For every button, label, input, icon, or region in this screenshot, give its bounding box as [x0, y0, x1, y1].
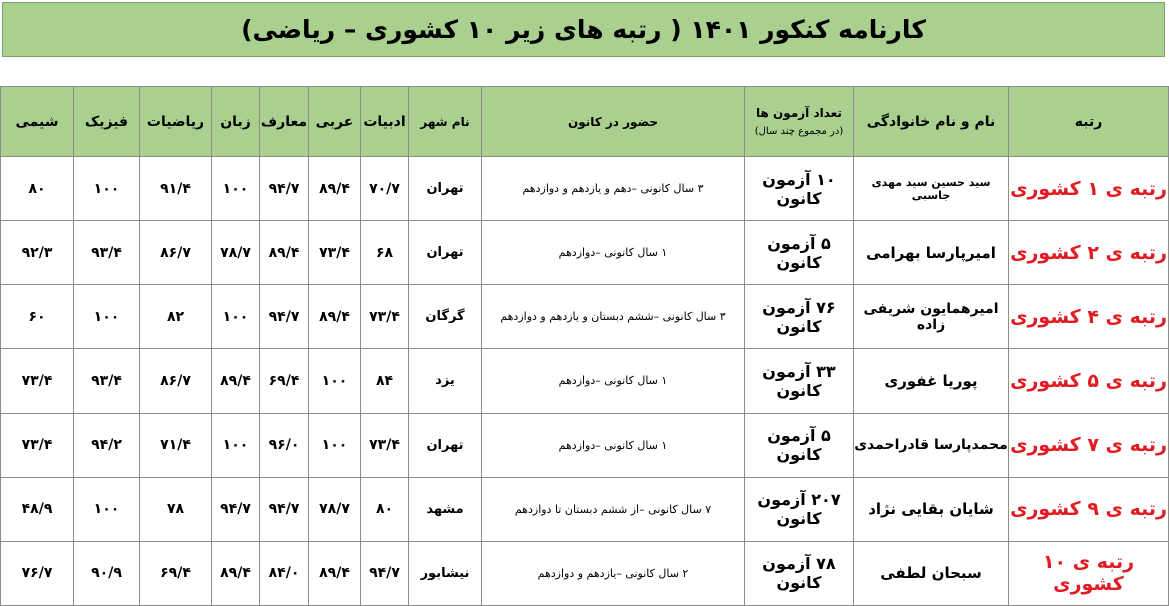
exams-cell: ۵ آزمون کانون	[745, 413, 854, 477]
religion-score: ۹۴/۷	[260, 477, 309, 541]
table-row	[1, 157, 1169, 221]
religion-score: ۸۴/۰	[260, 541, 309, 605]
chemistry-score: ۷۶/۷	[1, 541, 74, 605]
name-cell: امیرهمایون شریفی زاده	[854, 285, 1009, 349]
physics-score: ۱۰۰	[74, 285, 140, 349]
header-language: زبان	[212, 87, 260, 157]
city-cell: نیشابور	[409, 541, 482, 605]
language-score: ۱۰۰	[212, 157, 260, 221]
math-score: ۹۱/۴	[140, 157, 212, 221]
chemistry-score: ۷۳/۴	[1, 413, 74, 477]
arabic-score: ۱۰۰	[309, 349, 361, 413]
city-cell: یزد	[409, 349, 482, 413]
language-score: ۱۰۰	[212, 285, 260, 349]
table-row	[1, 477, 1169, 541]
literature-score: ۹۴/۷	[361, 541, 409, 605]
literature-score: ۶۸	[361, 221, 409, 285]
physics-score: ۱۰۰	[74, 477, 140, 541]
exams-cell: ۷۶ آزمون کانون	[745, 285, 854, 349]
table-header-row	[1, 87, 1169, 157]
header-literature: ادبیات	[361, 87, 409, 157]
table-row	[1, 285, 1169, 349]
header-arabic: عربی	[309, 87, 361, 157]
chemistry-score: ۷۳/۴	[1, 349, 74, 413]
chemistry-score: ۶۰	[1, 285, 74, 349]
religion-score: ۹۶/۰	[260, 413, 309, 477]
physics-score: ۹۳/۴	[74, 349, 140, 413]
chemistry-score: ۹۲/۳	[1, 221, 74, 285]
chemistry-score: ۴۸/۹	[1, 477, 74, 541]
language-score: ۱۰۰	[212, 413, 260, 477]
attendance-cell: ۲ سال کانونی –یازدهم و دوازدهم	[482, 541, 745, 605]
language-score: ۸۹/۴	[212, 541, 260, 605]
attendance-cell: ۱ سال کانونی –دوازدهم	[482, 413, 745, 477]
header-exams-sub: (در مجموع چند سال)	[754, 126, 844, 137]
attendance-cell: ۷ سال کانونی –از ششم دبستان تا دوازدهم	[482, 477, 745, 541]
header-attendance: حضور در کانون	[482, 87, 745, 157]
name-cell: امیرپارسا بهرامی	[854, 221, 1009, 285]
city-cell: مشهد	[409, 477, 482, 541]
header-rank: رتبه	[1009, 87, 1169, 157]
city-cell: گرگان	[409, 285, 482, 349]
literature-score: ۷۳/۴	[361, 285, 409, 349]
header-religion: معارف	[260, 87, 309, 157]
language-score: ۷۸/۷	[212, 221, 260, 285]
physics-score: ۱۰۰	[74, 157, 140, 221]
attendance-cell: ۱ سال کانونی –دوازدهم	[482, 349, 745, 413]
arabic-score: ۷۳/۴	[309, 221, 361, 285]
math-score: ۷۱/۴	[140, 413, 212, 477]
language-score: ۹۴/۷	[212, 477, 260, 541]
header-city: نام شهر	[409, 87, 482, 157]
table-row	[1, 541, 1169, 605]
name-cell: پوریا غفوری	[854, 349, 1009, 413]
rank-cell: رتبه ی ۹ کشوری	[1009, 477, 1169, 541]
math-score: ۸۲	[140, 285, 212, 349]
religion-score: ۹۴/۷	[260, 157, 309, 221]
arabic-score: ۸۹/۴	[309, 285, 361, 349]
physics-score: ۹۳/۴	[74, 221, 140, 285]
exams-cell: ۱۰ آزمون کانون	[745, 157, 854, 221]
title-banner	[2, 2, 1165, 57]
rank-cell: رتبه ی ۱۰ کشوری	[1009, 541, 1169, 605]
table-row	[1, 349, 1169, 413]
math-score: ۷۸	[140, 477, 212, 541]
language-score: ۸۹/۴	[212, 349, 260, 413]
rank-cell: رتبه ی ۱ کشوری	[1009, 157, 1169, 221]
name-cell: سید حسین سید مهدی جاسبی	[854, 157, 1009, 221]
rank-cell: رتبه ی ۴ کشوری	[1009, 285, 1169, 349]
chemistry-score: ۸۰	[1, 157, 74, 221]
name-cell: سبحان لطفی	[854, 541, 1009, 605]
math-score: ۸۶/۷	[140, 221, 212, 285]
results-table	[0, 86, 1169, 606]
physics-score: ۹۴/۲	[74, 413, 140, 477]
math-score: ۸۶/۷	[140, 349, 212, 413]
literature-score: ۷۰/۷	[361, 157, 409, 221]
math-score: ۶۹/۴	[140, 541, 212, 605]
name-cell: شایان بقایی نژاد	[854, 477, 1009, 541]
religion-score: ۸۹/۴	[260, 221, 309, 285]
literature-score: ۸۰	[361, 477, 409, 541]
city-cell: تهران	[409, 221, 482, 285]
exams-cell: ۷۸ آزمون کانون	[745, 541, 854, 605]
attendance-cell: ۳ سال کانونی –دهم و یازدهم و دوازدهم	[482, 157, 745, 221]
table-row	[1, 221, 1169, 285]
header-exams-label: تعداد آزمون ها	[756, 106, 842, 120]
literature-score: ۸۴	[361, 349, 409, 413]
attendance-cell: ۱ سال کانونی –دوازدهم	[482, 221, 745, 285]
rank-cell: رتبه ی ۵ کشوری	[1009, 349, 1169, 413]
page-title: کارنامه کنکور ۱۴۰۱ ( رتبه های زیر ۱۰ کشوری – ریاضی)	[241, 15, 926, 44]
attendance-cell: ۳ سال کانونی –ششم دبستان و یازدهم و دوازدهم	[482, 285, 745, 349]
physics-score: ۹۰/۹	[74, 541, 140, 605]
header-exams	[745, 87, 854, 157]
arabic-score: ۸۹/۴	[309, 541, 361, 605]
exams-cell: ۳۳ آزمون کانون	[745, 349, 854, 413]
header-math: ریاضیات	[140, 87, 212, 157]
table-row	[1, 413, 1169, 477]
rank-cell: رتبه ی ۷ کشوری	[1009, 413, 1169, 477]
religion-score: ۹۴/۷	[260, 285, 309, 349]
exams-cell: ۵ آزمون کانون	[745, 221, 854, 285]
literature-score: ۷۳/۴	[361, 413, 409, 477]
arabic-score: ۱۰۰	[309, 413, 361, 477]
exams-cell: ۲۰۷ آزمون کانون	[745, 477, 854, 541]
header-physics: فیزیک	[74, 87, 140, 157]
rank-cell: رتبه ی ۲ کشوری	[1009, 221, 1169, 285]
arabic-score: ۷۸/۷	[309, 477, 361, 541]
name-cell: محمدپارسا قادراحمدی	[854, 413, 1009, 477]
header-chemistry: شیمی	[1, 87, 74, 157]
arabic-score: ۸۹/۴	[309, 157, 361, 221]
city-cell: تهران	[409, 157, 482, 221]
religion-score: ۶۹/۴	[260, 349, 309, 413]
city-cell: تهران	[409, 413, 482, 477]
header-name: نام و نام خانوادگی	[854, 87, 1009, 157]
